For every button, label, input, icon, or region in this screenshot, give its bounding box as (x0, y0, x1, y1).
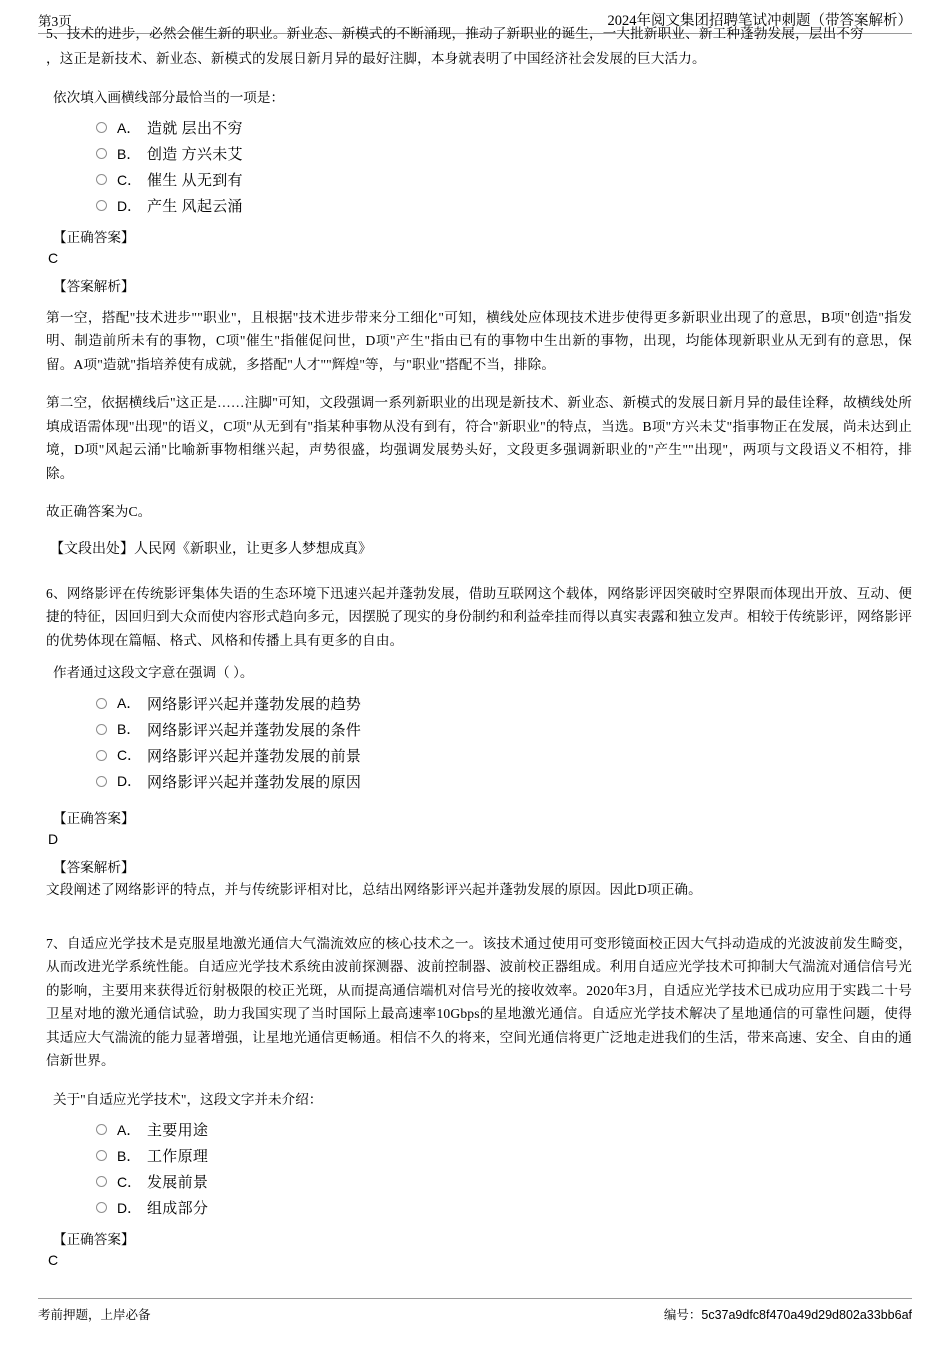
option-letter: B． (117, 145, 141, 162)
question-5-answer-label: 【正确答案】 (53, 229, 135, 245)
question-7-stem: 7、自适应光学技术是克服星地激光通信大气湍流效应的核心技术之一。该技术通过使用可变形镜面校正因大气抖动造成的光波波前发生畸变，从而改进光学系统性能。自适应光学技术系统由波前探测器、波前控制器、波前校正器组成。利用自适应光学技术可抑制大气湍流对通信信号光的影响，主要用来获得近衍射极限的校正光斑，从而提高通信端机对信号光的接收效率。2020年3月，自适应光学技术已成功应用于实践二十号卫星对地的激光通信试验，助力我国实现了当时国际上最高速率10Gbps的星地激光通信。自适应光学技术解决了星地通信的可靠性问题，使得其适应大气湍流的能力显著增强，让星地光通信更畅通。相信不久的将来，空间光通信将更广泛地走进我们的生活，带来高速、安全、自由的通信新世界。 (46, 935, 912, 1068)
question-5-analysis-paragraph-2: 第二空，依据横线后"这正是……注脚"可知，文段强调一系列新职业的出现是新技术、新业态、新模式的发展日新月异的最佳诠释，故横线处所填成语需体现"出现"的语义，C项"从无到有"指某种事物从没有到有，符合"新职业"的特点，当选。B项"方兴未艾"指事物正在发展，尚未达到止境，D项"风起云涌"比喻新事物相继兴起，声势很盛，均强调发展势头好，文段更多强调新职业的"产生""出现"，两项与文段语义不相符，排除。 (46, 395, 912, 481)
option-text: 网络影评兴起并蓬勃发展的原因 (147, 774, 362, 791)
option-text: 主要用途 (147, 1123, 209, 1139)
option-row[interactable] (96, 115, 912, 141)
question-6-answer-value: D (48, 831, 59, 847)
question-7-answer-label: 【正确答案】 (53, 1231, 135, 1247)
footer-slogan: 考前押题，上岸必备 (38, 1308, 151, 1322)
option-text: 产生 风起云涌 (147, 199, 243, 215)
clipped-top-line (46, 26, 912, 47)
option-text: 组成部分 (147, 1201, 209, 1217)
option-letter: B． (117, 1147, 141, 1164)
question-6-options (38, 690, 912, 794)
option-letter: D． (117, 197, 142, 214)
option-text: 造就 层出不穷 (147, 121, 243, 137)
question-7-options (38, 1117, 912, 1221)
option-letter: A． (117, 119, 141, 136)
question-6-answer-label: 【正确答案】 (53, 811, 135, 826)
radio-button-icon[interactable] (96, 698, 107, 709)
option-row[interactable] (96, 1117, 912, 1143)
option-text: 发展前景 (147, 1175, 209, 1191)
footer-document-id (664, 1305, 912, 1323)
option-letter: A． (117, 695, 141, 711)
option-row[interactable] (96, 167, 912, 193)
option-text: 创造 方兴未艾 (147, 147, 243, 163)
option-text: 网络影评兴起并蓬勃发展的前景 (147, 748, 362, 765)
option-row[interactable] (96, 742, 912, 768)
option-letter: B． (117, 721, 141, 737)
question-5-answer-value: C (48, 249, 59, 266)
page-number-label: 第3页 (38, 14, 72, 29)
page-content (38, 26, 912, 1270)
question-5-options (38, 115, 912, 219)
footer-document-id-label: 编号： (663, 1308, 702, 1322)
radio-button-icon[interactable] (96, 1176, 107, 1187)
question-6-analysis-paragraph-1: 文段阐述了网络影评的特点，并与传统影评相对比，总结出网络影评兴起并蓬勃发展的原因。因此D项正确。 (46, 882, 702, 897)
question-5-source: 【文段出处】人民网《新职业，让更多人梦想成真》 (50, 541, 372, 557)
option-letter: C． (117, 747, 142, 763)
radio-button-icon[interactable] (96, 776, 107, 787)
footer-document-id-value: 5c37a9dfc8f470a49d29d802a33bb6af (701, 1308, 912, 1322)
question-5-conclusion: 故正确答案为C。 (46, 504, 152, 519)
option-text: 催生 从无到有 (147, 173, 243, 189)
question-5-analysis-label: 【答案解析】 (53, 278, 135, 294)
page-footer (38, 1298, 912, 1323)
option-row[interactable] (96, 690, 912, 716)
question-7-answer-value: C (48, 1251, 59, 1268)
radio-button-icon[interactable] (96, 148, 107, 159)
option-letter: C． (117, 171, 142, 188)
option-letter: C． (117, 1173, 142, 1190)
option-row[interactable] (96, 141, 912, 167)
question-5-stem-tail: ，这正是新技术、新业态、新模式的发展日新月异的最好注脚，本身就表明了中国经济社会发展的巨大活力。 (46, 51, 706, 66)
option-letter: A． (117, 1121, 141, 1138)
radio-button-icon[interactable] (96, 1202, 107, 1213)
option-row[interactable] (96, 1143, 912, 1169)
radio-button-icon[interactable] (96, 200, 107, 211)
option-row[interactable] (96, 1169, 912, 1195)
option-row[interactable] (96, 716, 912, 742)
question-5-prompt: 依次填入画横线部分最恰当的一项是： (53, 89, 285, 105)
question-6-prompt: 作者通过这段文字意在强调（ ）。 (53, 665, 254, 680)
question-6-stem: 6、网络影评在传统影评集体失语的生态环境下迅速兴起并蓬勃发展，借助互联网这个载体，网络影评因突破时空界限而体现出开放、互动、便捷的特征，因回归到大众而使内容形式趋向多元，因摆脱了现实的身份制约和利益牵挂而得以真实表露和独立发声。相较于传统影评，网络影评的优势体现在篇幅、格式、风格和传播上具有更多的自由。 (46, 585, 912, 648)
option-row[interactable] (96, 1195, 912, 1221)
question-7-prompt: 关于"自适应光学技术"，这段文字并未介绍： (53, 1091, 323, 1107)
radio-button-icon[interactable] (96, 724, 107, 735)
option-row[interactable] (96, 193, 912, 219)
option-text: 工作原理 (147, 1149, 209, 1165)
question-5-analysis-paragraph-1: 第一空，搭配"技术进步""职业"，且根据"技术进步带来分工细化"可知，横线处应体现技术进步使得更多新职业出现了的意思，B项"创造"指发明、制造前所未有的事物，C项"催生"指催促问世，D项"产生"指由已有的事物中生出新的事物，出现，均能体现新职业从无到有的意思，保留。A项"造就"指培养使有成就，多搭配"人才""辉煌"等，与"职业"搭配不当，排除。 (46, 309, 912, 372)
radio-button-icon[interactable] (96, 1150, 107, 1161)
radio-button-icon[interactable] (96, 750, 107, 761)
radio-button-icon[interactable] (96, 1124, 107, 1135)
radio-button-icon[interactable] (96, 122, 107, 133)
option-text: 网络影评兴起并蓬勃发展的趋势 (147, 696, 362, 713)
clipped-top-line-text: 5、技术的进步，必然会催生新的职业。新业态、新模式的不断涌现，推动了新职业的诞生，一大批新职业、新工种蓬勃发展，层出不穷 (46, 26, 864, 41)
question-6-analysis-label: 【答案解析】 (53, 860, 135, 875)
option-letter: D． (117, 773, 142, 789)
option-row[interactable] (96, 768, 912, 794)
radio-button-icon[interactable] (96, 174, 107, 185)
option-letter: D． (117, 1199, 142, 1216)
document-title: 2024年阅文集团招聘笔试冲刺题（带答案解析） (607, 13, 912, 29)
option-text: 网络影评兴起并蓬勃发展的条件 (147, 722, 362, 739)
